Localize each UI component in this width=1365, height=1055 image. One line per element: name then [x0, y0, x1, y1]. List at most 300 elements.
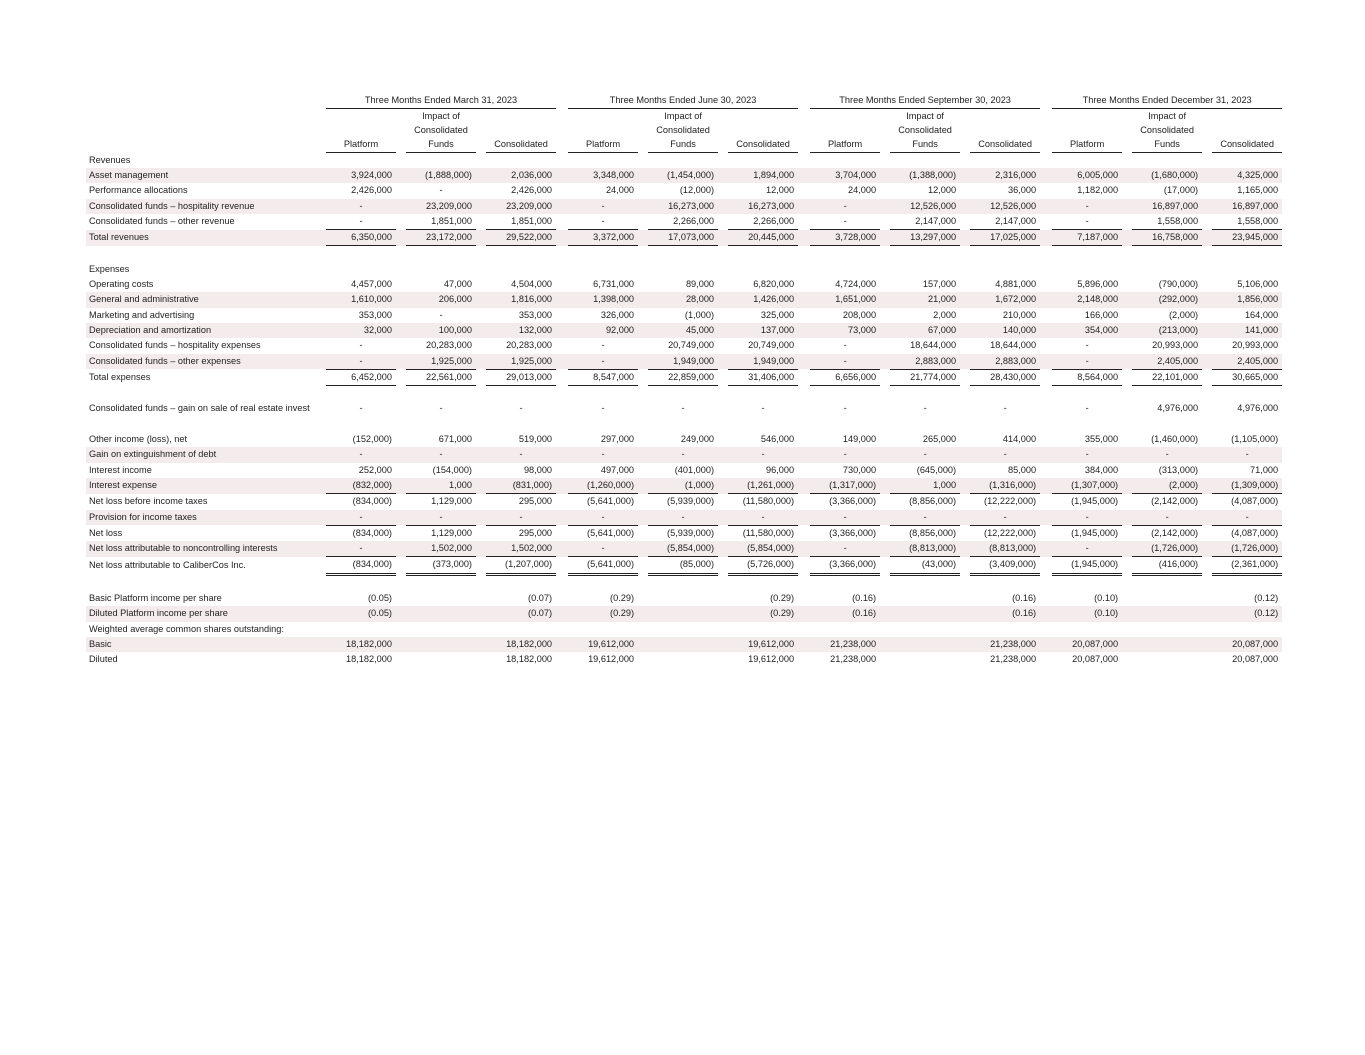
row-label: Total revenues [86, 230, 326, 246]
cell-value: 19,612,000 [728, 637, 798, 652]
cell-value: (1,207,000) [486, 557, 556, 574]
cell-value: (3,366,000) [810, 557, 880, 574]
cell-value: - [810, 354, 880, 370]
cell-value: 1,182,000 [1077, 185, 1119, 196]
cell-value: (416,000) [1132, 557, 1202, 574]
row-label: Net loss attributable to CaliberCos Inc. [89, 559, 246, 570]
cell-value: 149,000 [842, 434, 877, 445]
cell-value: 20,993,000 [1232, 340, 1279, 351]
cell-value: 1,651,000 [810, 292, 880, 307]
table-row-diluted-shares [86, 652, 1282, 667]
cell-value: (292,000) [1132, 292, 1202, 307]
cell-value: (834,000) [352, 527, 392, 538]
cell-value: 24,000 [605, 185, 635, 196]
cell-value: 5,106,000 [1237, 279, 1279, 290]
cell-value [648, 652, 718, 667]
cell-value: (11,580,000) [742, 496, 795, 507]
cell-value: 354,000 [1052, 323, 1122, 338]
col-impact-funds: Funds [648, 137, 718, 152]
cell-value: 20,087,000 [1212, 637, 1282, 652]
cell-value: (43,000) [890, 557, 960, 574]
cell-value: (1,945,000) [1071, 527, 1119, 538]
cell-value: 2,036,000 [486, 168, 556, 183]
cell-value [406, 606, 476, 621]
cell-value: 22,859,000 [648, 369, 718, 385]
cell-value: (0.16) [852, 593, 877, 603]
row-label: Gain on extinguishment of debt [86, 447, 326, 462]
cell-value: - [1085, 340, 1089, 351]
cell-value: (5,939,000) [667, 527, 715, 538]
cell-value: 2,405,000 [1132, 354, 1202, 370]
table-body [86, 152, 1282, 667]
cell-value: 20,087,000 [1232, 654, 1279, 665]
cell-value [406, 591, 476, 606]
cell-value: 20,993,000 [1152, 340, 1199, 351]
cell-value: 671,000 [438, 434, 472, 445]
cell-value: (154,000) [432, 464, 472, 475]
cell-value: 92,000 [568, 323, 638, 338]
cell-value: - [1052, 199, 1122, 214]
cell-value: 22,561,000 [406, 369, 476, 385]
cell-value: (1,726,000) [1212, 541, 1282, 557]
table-row-interest-income [86, 463, 1282, 478]
cell-value: (0.16) [1012, 593, 1037, 603]
cell-value: 2,426,000 [351, 185, 392, 196]
cell-value: 16,273,000 [648, 199, 718, 214]
col-platform: Platform [1052, 137, 1122, 152]
cell-value: (4,087,000) [1231, 496, 1279, 507]
cell-value: - [681, 403, 685, 414]
cell-value: 31,406,000 [728, 369, 798, 385]
cell-value: 1,925,000 [486, 354, 556, 370]
cell-value: 5,896,000 [1077, 279, 1119, 290]
cell-value: (8,813,000) [890, 541, 960, 557]
cell-value: 20,283,000 [426, 340, 472, 351]
cell-value: 30,665,000 [1212, 369, 1282, 385]
table-row-total-revenues [86, 230, 1282, 246]
cell-value: 47,000 [443, 279, 472, 290]
row-label: Depreciation and amortization [86, 323, 326, 338]
cell-value: 1,000 [406, 478, 476, 494]
section-label: Expenses [89, 263, 130, 274]
period-q4: Three Months Ended December 31, 2023 [1052, 93, 1282, 108]
cell-value: (5,726,000) [728, 557, 798, 574]
table-row-asset-management [86, 168, 1282, 183]
cell-value: 4,881,000 [995, 279, 1037, 290]
cell-value: 8,564,000 [1052, 369, 1122, 385]
cell-value: - [1085, 403, 1089, 414]
cell-value: - [810, 510, 880, 526]
cell-value: (3,366,000) [829, 496, 877, 507]
cell-value: 355,000 [1084, 434, 1119, 445]
cell-value: 2,148,000 [1052, 292, 1122, 307]
cell-value: - [568, 541, 638, 557]
table-row-interest-expense [86, 478, 1282, 494]
row-label: Provision for income taxes [86, 510, 326, 526]
cell-value: - [1085, 215, 1089, 226]
cell-value: - [359, 215, 363, 226]
cell-value: 18,182,000 [326, 637, 396, 652]
cell-value: - [648, 447, 718, 462]
cell-value: (1,945,000) [1071, 496, 1119, 507]
cell-value: 295,000 [518, 527, 553, 538]
cell-value: - [728, 447, 798, 462]
cell-value: (152,000) [352, 434, 392, 445]
cell-value: - [810, 447, 880, 462]
cell-value: - [843, 215, 847, 226]
header-columns-row [86, 137, 1282, 152]
cell-value: - [1212, 510, 1282, 526]
section-header-expenses [86, 262, 1282, 277]
cell-value: 21,774,000 [890, 369, 960, 385]
cell-value: (2,142,000) [1151, 527, 1199, 538]
cell-value [890, 652, 960, 667]
table-row-other-income [86, 432, 1282, 447]
cell-value: 28,000 [648, 292, 718, 307]
cell-value: 4,457,000 [351, 279, 392, 290]
col-platform: Platform [326, 137, 396, 152]
spacer-row [86, 417, 1282, 432]
cell-value: - [486, 447, 556, 462]
table-row-net-loss-calibercos [86, 557, 1282, 574]
row-label: General and administrative [86, 292, 326, 307]
cell-value: (3,366,000) [829, 527, 877, 538]
cell-value: - [568, 447, 638, 462]
cell-value: 166,000 [1084, 309, 1119, 320]
cell-value: 16,897,000 [1212, 199, 1282, 214]
cell-value: (8,856,000) [909, 496, 957, 507]
cell-value: 12,526,000 [970, 199, 1040, 214]
cell-value: 519,000 [518, 434, 553, 445]
cell-value: 249,000 [680, 434, 715, 445]
period-q1: Three Months Ended March 31, 2023 [326, 93, 556, 108]
cell-value: (85,000) [648, 557, 718, 574]
cell-value: (401,000) [674, 464, 715, 475]
cell-value: (1,105,000) [1231, 434, 1279, 445]
cell-value: 18,182,000 [506, 654, 553, 665]
cell-value: (5,641,000) [568, 557, 638, 574]
cell-value: 19,612,000 [588, 654, 635, 665]
cell-value: (1,388,000) [890, 168, 960, 183]
cell-value: 21,238,000 [970, 637, 1040, 652]
cell-value: 1,949,000 [648, 354, 718, 370]
col-impact-line2: Consolidated [1140, 125, 1194, 136]
cell-value [890, 637, 960, 652]
cell-value: 1,851,000 [431, 215, 472, 226]
col-platform: Platform [568, 137, 638, 152]
cell-value: (0.05) [367, 593, 392, 603]
row-label: Other income (loss), net [89, 434, 188, 445]
cell-value: 1,610,000 [326, 292, 396, 307]
cell-value: (12,000) [679, 185, 715, 196]
cell-value: 414,000 [1002, 434, 1037, 445]
cell-value: - [326, 541, 396, 557]
cell-value: 1,856,000 [1212, 292, 1282, 307]
cell-value: (832,000) [326, 478, 396, 494]
cell-value: 20,445,000 [728, 230, 798, 246]
spacer-row [86, 386, 1282, 402]
header-impact-row [86, 108, 1282, 123]
cell-value: (0.10) [1094, 593, 1119, 603]
cell-value: - [439, 403, 443, 414]
row-label: Asset management [86, 168, 326, 183]
cell-value: (0.29) [728, 606, 798, 621]
cell-value: - [810, 541, 880, 557]
cell-value: - [1132, 447, 1202, 462]
cell-value: - [601, 215, 605, 226]
cell-value: 24,000 [848, 185, 877, 196]
cell-value: (0.16) [810, 606, 880, 621]
row-label: Performance allocations [89, 185, 188, 196]
cell-value: 6,820,000 [753, 279, 795, 290]
cell-value: - [326, 354, 396, 370]
cell-value [1132, 652, 1202, 667]
cell-value: (0.12) [1212, 606, 1282, 621]
cell-value: - [326, 199, 396, 214]
cell-value: 4,976,000 [1237, 403, 1279, 414]
cell-value: - [439, 309, 443, 320]
cell-value: - [1052, 541, 1122, 557]
col-platform: Platform [810, 137, 880, 152]
cell-value: 12,000 [928, 185, 957, 196]
cell-value: 3,728,000 [810, 230, 880, 246]
col-impact-funds: Funds [1132, 137, 1202, 152]
cell-value [1132, 606, 1202, 621]
table-row-net-loss [86, 525, 1282, 541]
cell-value: 18,182,000 [486, 637, 556, 652]
cell-value: (17,000) [1163, 185, 1199, 196]
cell-value: 21,000 [890, 292, 960, 307]
period-header-row [86, 93, 1282, 108]
table-row-nci [86, 541, 1282, 557]
cell-value: 45,000 [648, 323, 718, 338]
table-row-cf-hospitality-expenses [86, 338, 1282, 353]
row-label: Consolidated funds – gain on sale of real estate invest [89, 403, 310, 414]
cell-value: 157,000 [922, 279, 957, 290]
table-row-diluted-eps [86, 606, 1282, 621]
row-label: Diluted [89, 654, 118, 665]
cell-value: 1,165,000 [1237, 185, 1279, 196]
cell-value [1132, 637, 1202, 652]
cell-value: - [970, 510, 1040, 526]
cell-value: (8,856,000) [909, 527, 957, 538]
cell-value: 353,000 [518, 309, 553, 320]
table-row-basic-shares [86, 637, 1282, 652]
cell-value: - [970, 447, 1040, 462]
cell-value: 1,816,000 [486, 292, 556, 307]
cell-value: - [439, 185, 443, 196]
row-label: Net loss attributable to noncontrolling interests [86, 541, 326, 557]
cell-value: 384,000 [1084, 464, 1119, 475]
cell-value: 2,883,000 [890, 354, 960, 370]
cell-value: 21,238,000 [990, 654, 1037, 665]
cell-value: (0.29) [568, 606, 638, 621]
cell-value: 85,000 [1008, 464, 1037, 475]
cell-value [648, 637, 718, 652]
cell-value: (1,316,000) [970, 478, 1040, 494]
cell-value: 6,452,000 [326, 369, 396, 385]
cell-value: 2,147,000 [915, 215, 957, 226]
cell-value: - [1132, 510, 1202, 526]
table-row-net-loss-before-tax [86, 494, 1282, 510]
row-label: Net loss [89, 527, 123, 538]
cell-value: - [1212, 447, 1282, 462]
cell-value: 2,147,000 [995, 215, 1037, 226]
cell-value: 265,000 [922, 434, 957, 445]
cell-value: 2,266,000 [673, 215, 715, 226]
row-label: Consolidated funds – hospitality expenses [89, 340, 261, 351]
cell-value: 4,325,000 [1212, 168, 1282, 183]
cell-value: - [810, 199, 880, 214]
cell-value: - [1003, 403, 1007, 414]
cell-value: 6,005,000 [1052, 168, 1122, 183]
cell-value: (11,580,000) [742, 527, 795, 538]
cell-value: 96,000 [766, 464, 795, 475]
cell-value: (0.07) [486, 606, 556, 621]
cell-value: (1,260,000) [568, 478, 638, 494]
cell-value: 4,976,000 [1157, 403, 1199, 414]
col-impact-line2: Consolidated [898, 125, 952, 136]
col-impact-line1: Impact of [422, 110, 460, 121]
cell-value [890, 606, 960, 621]
cell-value: 1,502,000 [406, 541, 476, 557]
cell-value: 21,238,000 [830, 654, 877, 665]
cell-value: - [601, 403, 605, 414]
cell-value [648, 591, 718, 606]
cell-value: (1,454,000) [648, 168, 718, 183]
cell-value: 1,000 [890, 478, 960, 494]
cell-value: (3,409,000) [970, 557, 1040, 574]
cell-value: - [1052, 447, 1122, 462]
cell-value: - [601, 340, 605, 351]
section-header-revenues [86, 152, 1282, 168]
table-row-operating-costs [86, 277, 1282, 292]
cell-value: - [648, 510, 718, 526]
section-header-shares [86, 622, 1282, 637]
col-impact-line1: Impact of [906, 110, 944, 121]
cell-value: 6,731,000 [593, 279, 635, 290]
cell-value: 137,000 [728, 323, 798, 338]
cell-value: 20,749,000 [748, 340, 795, 351]
cell-value: 2,266,000 [753, 215, 795, 226]
cell-value: 325,000 [760, 309, 795, 320]
col-impact-line2: Consolidated [414, 125, 468, 136]
table-row-general-admin [86, 292, 1282, 307]
cell-value: 2,316,000 [970, 168, 1040, 183]
section-label: Weighted average common shares outstanding: [89, 623, 284, 634]
cell-value: - [326, 510, 396, 526]
table-row-marketing [86, 308, 1282, 323]
cell-value [1132, 591, 1202, 606]
cell-value: 67,000 [890, 323, 960, 338]
cell-value: - [359, 403, 363, 414]
cell-value: 23,209,000 [406, 199, 476, 214]
col-consolidated: Consolidated [970, 137, 1040, 152]
col-impact-line1: Impact of [1148, 110, 1187, 121]
cell-value: 23,172,000 [406, 230, 476, 246]
cell-value: 13,297,000 [890, 230, 960, 246]
cell-value: - [728, 510, 798, 526]
cell-value: 353,000 [358, 309, 392, 320]
cell-value: 98,000 [523, 464, 553, 475]
cell-value: 18,644,000 [910, 340, 957, 351]
row-label: Interest expense [86, 478, 326, 494]
spacer-row [86, 574, 1282, 591]
cell-value: 297,000 [600, 434, 635, 445]
cell-value: 28,430,000 [970, 369, 1040, 385]
cell-value: 3,704,000 [810, 168, 880, 183]
cell-value: - [923, 403, 927, 414]
table-row-cf-other-expenses [86, 354, 1282, 370]
cell-value: 20,283,000 [506, 340, 553, 351]
cell-value: 326,000 [600, 309, 635, 320]
income-statement [86, 93, 1279, 667]
cell-value [648, 606, 718, 621]
cell-value: (1,460,000) [1151, 434, 1199, 445]
cell-value: 252,000 [358, 464, 392, 475]
row-label: Consolidated funds – other revenue [89, 216, 235, 227]
cell-value: - [486, 510, 556, 526]
cell-value: (1,000) [648, 478, 718, 494]
col-impact-funds: Funds [890, 137, 960, 152]
row-label: Net loss before income taxes [89, 495, 208, 506]
cell-value: (0.10) [1052, 606, 1122, 621]
cell-value: (2,361,000) [1212, 557, 1282, 574]
cell-value: (0.29) [770, 593, 795, 603]
cell-value: 16,758,000 [1132, 230, 1202, 246]
cell-value: (1,261,000) [728, 478, 798, 494]
cell-value: - [568, 199, 638, 214]
cell-value: - [1052, 510, 1122, 526]
row-label: Consolidated funds – hospitality revenue [86, 199, 326, 214]
cell-value: 6,656,000 [810, 369, 880, 385]
cell-value: 3,372,000 [568, 230, 638, 246]
cell-value: 20,087,000 [1052, 637, 1122, 652]
cell-value: 1,672,000 [970, 292, 1040, 307]
cell-value: 295,000 [518, 496, 553, 507]
table-row-gain-extinguishment [86, 447, 1282, 462]
cell-value: 3,924,000 [326, 168, 396, 183]
cell-value: 16,273,000 [728, 199, 798, 214]
col-impact-funds: Funds [406, 137, 476, 152]
cell-value: 1,949,000 [728, 354, 798, 370]
cell-value: (1,726,000) [1132, 541, 1202, 557]
cell-value: 164,000 [1244, 309, 1279, 320]
cell-value: 89,000 [685, 279, 715, 290]
cell-value: - [1052, 354, 1122, 370]
row-label: Operating costs [89, 279, 154, 290]
cell-value: 12,526,000 [890, 199, 960, 214]
cell-value: (12,222,000) [984, 527, 1037, 538]
statement-table [86, 93, 1282, 667]
cell-value: 132,000 [486, 323, 556, 338]
cell-value: 2,883,000 [970, 354, 1040, 370]
row-label: Marketing and advertising [89, 309, 195, 320]
cell-value: - [519, 403, 523, 414]
cell-value: 8,547,000 [568, 369, 638, 385]
col-impact-line1: Impact of [664, 110, 702, 121]
cell-value: 2,000 [933, 309, 957, 320]
cell-value: (12,222,000) [984, 496, 1037, 507]
section-label: Revenues [89, 154, 131, 165]
cell-value: (5,854,000) [648, 541, 718, 557]
col-consolidated: Consolidated [486, 137, 556, 152]
cell-value: 23,945,000 [1212, 230, 1282, 246]
cell-value: 3,348,000 [568, 168, 638, 183]
table-header [86, 93, 1282, 152]
cell-value: (2,000) [1132, 478, 1202, 494]
cell-value: 140,000 [970, 323, 1040, 338]
